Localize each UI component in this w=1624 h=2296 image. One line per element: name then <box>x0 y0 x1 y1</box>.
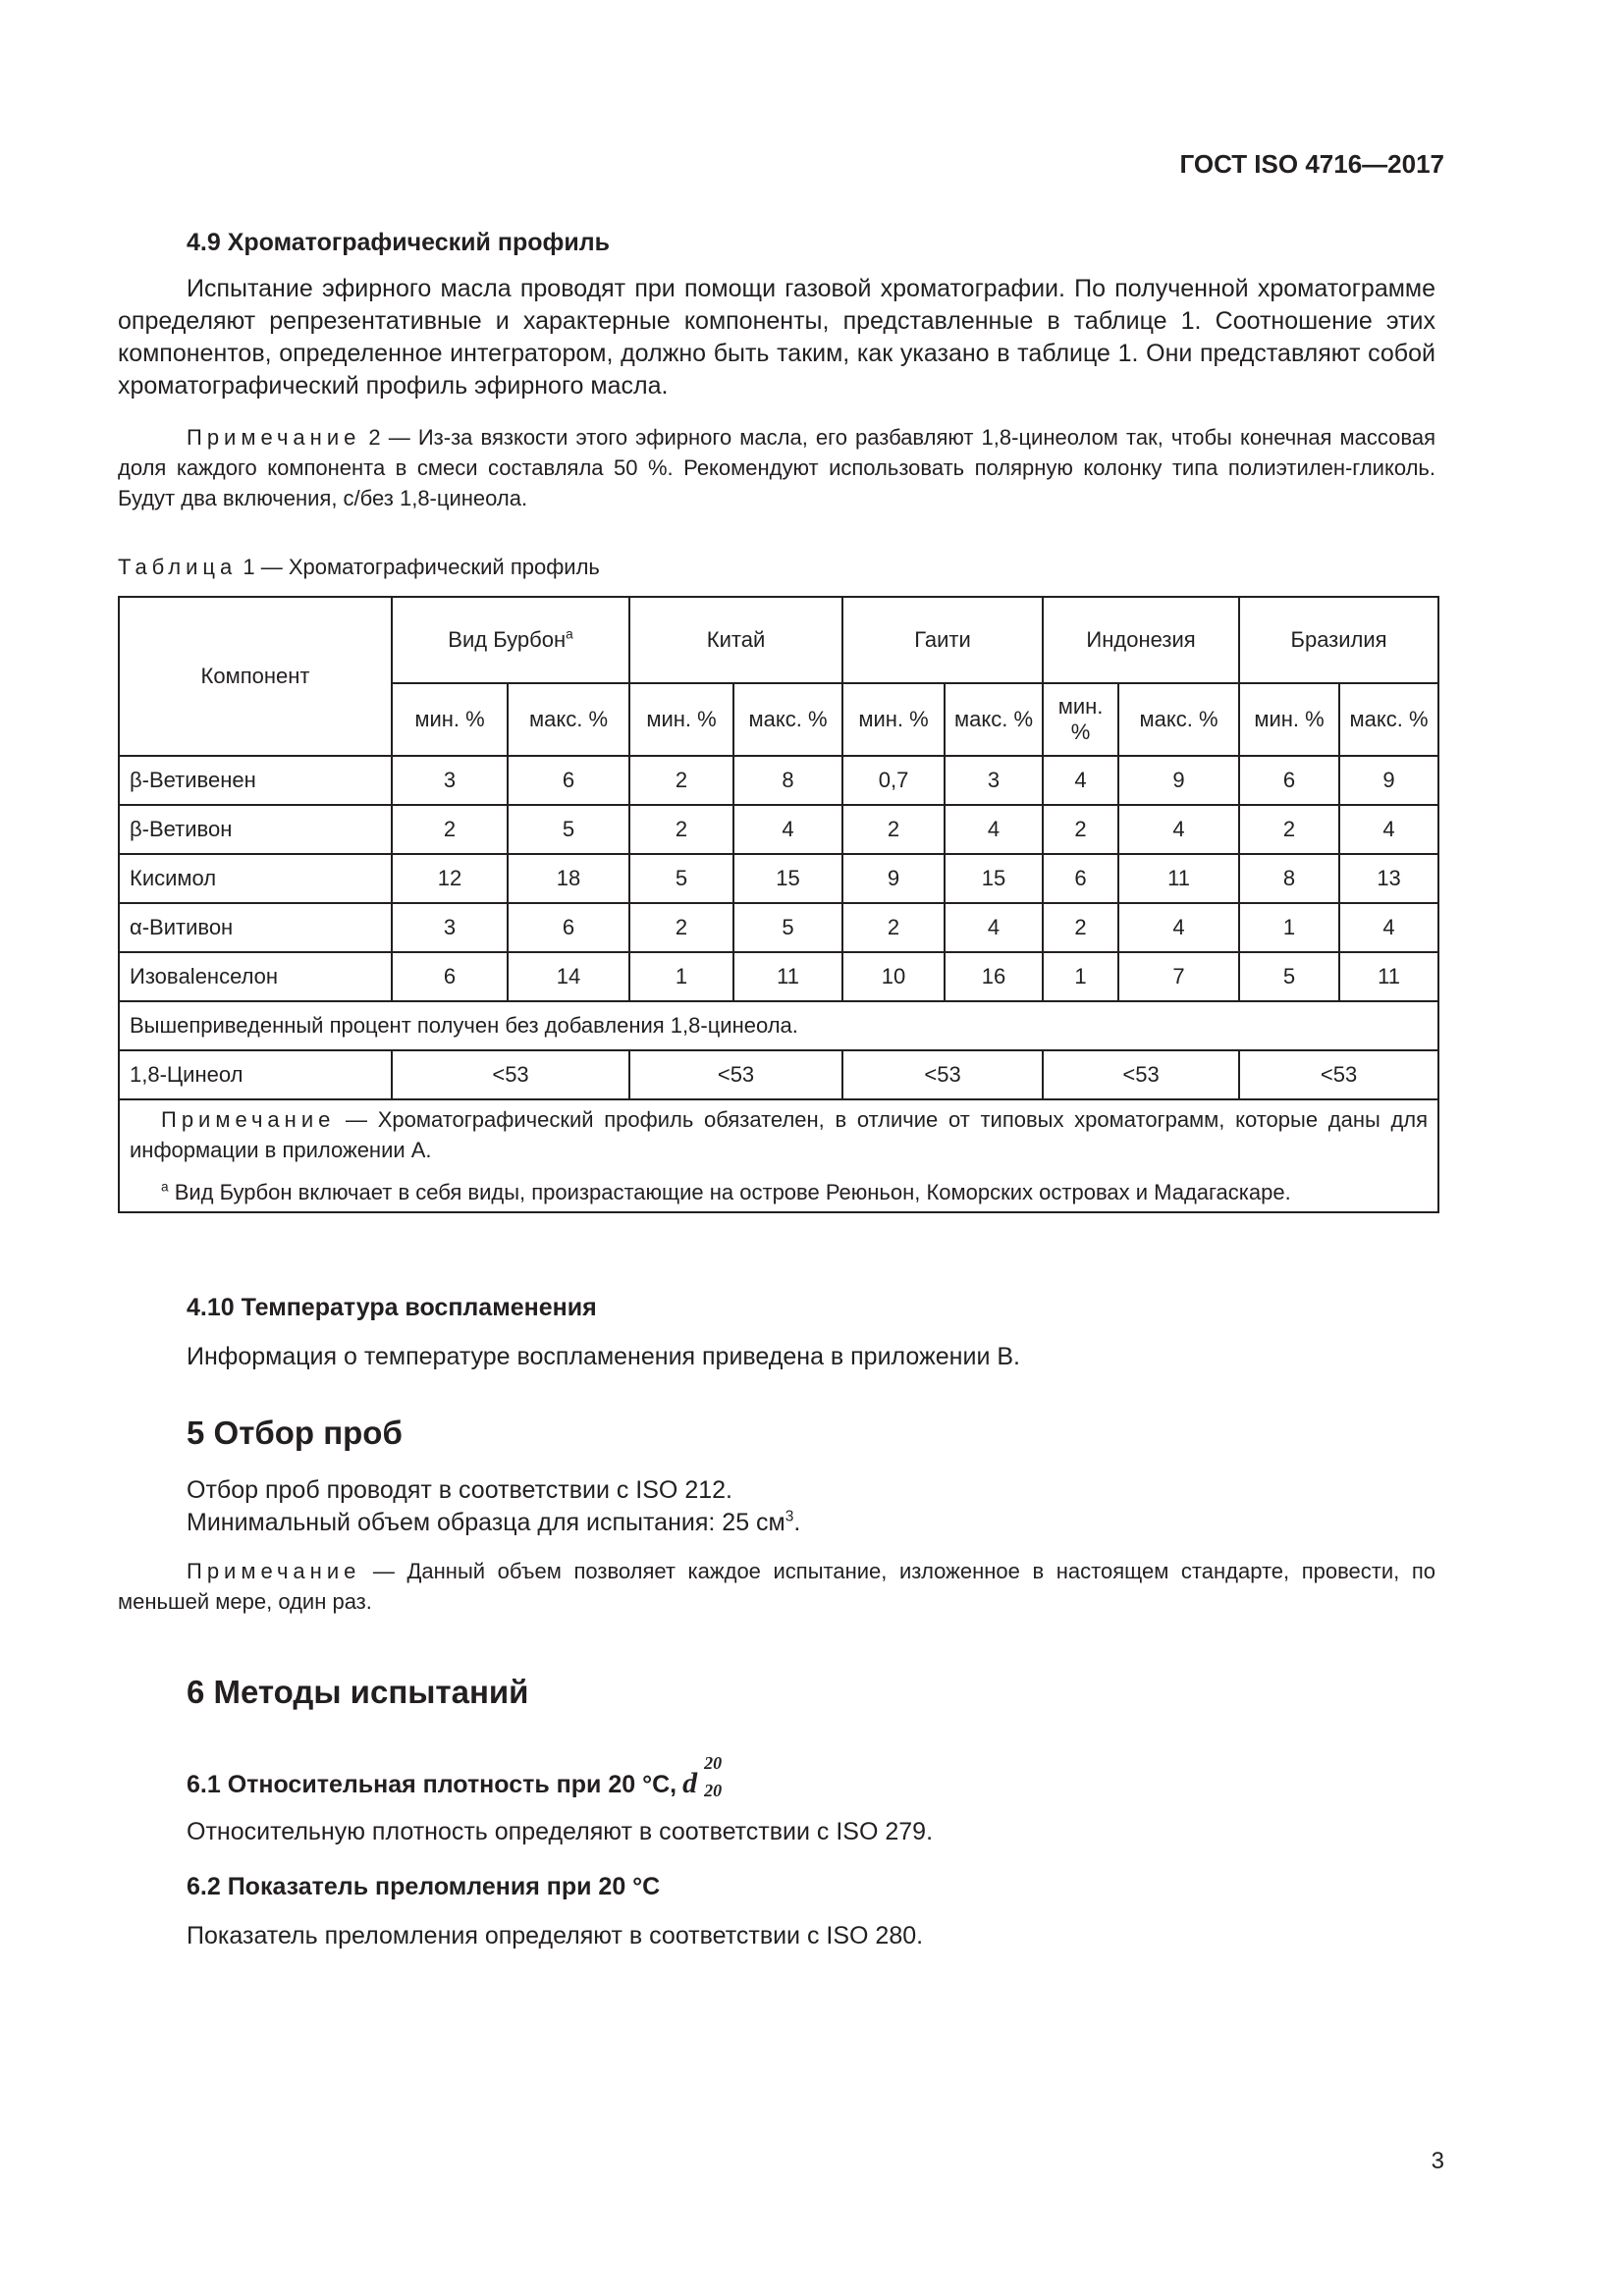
cell-value: 4 <box>945 805 1043 854</box>
note-label: Примечание <box>187 425 361 450</box>
component-name: 1,8-Цинеол <box>119 1050 392 1099</box>
cell-value: 5 <box>629 854 733 903</box>
section-4-9-paragraph: Испытание эфирного масла проводят при помощи газовой хроматографии. По полученной хроматограмме определяют репрезентативные и характерные компоненты, представленные в таблице 1. Соотношение этих компонентов, определенное интегратором, должно быть таким, как указано в таблице 1. Они представляют собой хроматографический профиль эфирного масла. <box>118 275 1435 400</box>
cell-value: 2 <box>392 805 508 854</box>
cell-value: 2 <box>842 805 945 854</box>
cell-value: 11 <box>733 952 842 1001</box>
table-footnotes <box>119 1099 1438 1212</box>
table-row <box>119 903 1438 952</box>
section-6-1-text: Относительную плотность определяют в соответствии с ISO 279. <box>187 1818 934 1845</box>
cell-value: 4 <box>1339 903 1438 952</box>
cell-value: 4 <box>1118 903 1239 952</box>
cell-value: 15 <box>945 854 1043 903</box>
max-header: макс. % <box>1339 683 1438 756</box>
span-note-row <box>119 1001 1438 1050</box>
cell-value: 11 <box>1118 854 1239 903</box>
cell-value: 9 <box>842 854 945 903</box>
min-header: мин. % <box>1043 683 1118 756</box>
cineol-row <box>119 1050 1438 1099</box>
table-footnote-a <box>130 1177 1428 1207</box>
cubic-superscript: 3 <box>785 1508 794 1525</box>
component-name: β-Ветивон <box>119 805 392 854</box>
cell-value: 14 <box>508 952 629 1001</box>
cell-value: 3 <box>392 903 508 952</box>
cell-value: 1 <box>1043 952 1118 1001</box>
document-id: ГОСТ ISO 4716—2017 <box>1179 149 1444 179</box>
table-row <box>119 854 1438 903</box>
cell-value: 1 <box>1239 903 1339 952</box>
component-name: β-Ветивенен <box>119 756 392 805</box>
cell-value: 6 <box>392 952 508 1001</box>
table-caption <box>118 552 600 582</box>
section-6-2-text: Показатель преломления определяют в соответствии с ISO 280. <box>187 1922 924 1949</box>
cell-value: 3 <box>392 756 508 805</box>
cell-value: 11 <box>1339 952 1438 1001</box>
max-header: макс. % <box>508 683 629 756</box>
component-name: α-Витивон <box>119 903 392 952</box>
note-label: Примечание <box>187 1559 361 1583</box>
max-header: макс. % <box>945 683 1043 756</box>
note-text: 2 — Из-за вязкости этого эфирного масла, его разбавляют 1,8-цинеолом так, чтобы конечная массовая доля каждого компонента в смеси составляла 50 %. Рекомендуют использовать полярную колонку типа полиэтилен-гликоль. Будут два включения, с/без 1,8-цинеола. <box>118 425 1435 510</box>
table-row <box>119 952 1438 1001</box>
table-note <box>130 1104 1428 1165</box>
cell-value: 3 <box>945 756 1043 805</box>
min-header: мин. % <box>629 683 733 756</box>
cell-value: 16 <box>945 952 1043 1001</box>
table-caption-text: 1 — Хроматографический профиль <box>237 555 600 579</box>
component-name: Кисимол <box>119 854 392 903</box>
section-6-1-title: 6.1 Относительная плотность при 20 °С, d 20 20 <box>187 1753 723 1800</box>
cell-value: 6 <box>1043 854 1118 903</box>
cell-value: 4 <box>1043 756 1118 805</box>
cell-value: 5 <box>733 903 842 952</box>
region-header: Вид Бурбон$^a$ <box>392 597 629 683</box>
cell-value: 2 <box>629 805 733 854</box>
section-4-10-text: Информация о температуре воспламенения приведена в приложении В. <box>187 1343 1020 1370</box>
region-header: Гаити <box>842 597 1043 683</box>
cell-value: 12 <box>392 854 508 903</box>
cell-value: <53 <box>392 1050 629 1099</box>
cell-value: 2 <box>1043 805 1118 854</box>
cell-value: <53 <box>1043 1050 1239 1099</box>
cell-value: <53 <box>629 1050 842 1099</box>
cell-value: 9 <box>1339 756 1438 805</box>
footnote-mark: a <box>566 626 573 642</box>
footnote-a-mark: a <box>161 1179 169 1195</box>
region-header: Бразилия <box>1239 597 1438 683</box>
cell-value: 2 <box>1043 903 1118 952</box>
cell-value: 6 <box>508 756 629 805</box>
section-5-line-2: Минимальный объем образца для испытания: 25 $см^3$. <box>187 1508 801 1536</box>
note-text: — Данный объем позволяет каждое испытание, изложенное в настоящем стандарте, провести, по меньшей мере, один раз. <box>118 1559 1435 1614</box>
cell-value: 6 <box>1239 756 1339 805</box>
cell-value: 4 <box>1339 805 1438 854</box>
cell-value: 2 <box>842 903 945 952</box>
section-5-title: 5 Отбор проб <box>187 1415 403 1451</box>
cell-value: 15 <box>733 854 842 903</box>
page-number: 3 <box>1431 2148 1444 2174</box>
cell-value: 8 <box>1239 854 1339 903</box>
table-note-label: Примечание <box>161 1107 336 1132</box>
region-header: Индонезия <box>1043 597 1239 683</box>
section-4-9-note <box>118 422 1435 513</box>
cell-value: 4 <box>733 805 842 854</box>
cell-value: 2 <box>1239 805 1339 854</box>
table-note-text: — Хроматографический профиль обязателен, в отличие от типовых хроматограмм, которые даны для информации в приложении А. <box>130 1107 1429 1162</box>
cell-value: 9 <box>1118 756 1239 805</box>
chromatographic-profile-table <box>118 596 1439 1213</box>
header-row-regions <box>119 597 1438 683</box>
cell-value: 6 <box>508 903 629 952</box>
cell-value: 13 <box>1339 854 1438 903</box>
component-header: Компонент <box>119 597 392 756</box>
cell-value: 2 <box>629 756 733 805</box>
min-header: мин. % <box>1239 683 1339 756</box>
cell-value: 0,7 <box>842 756 945 805</box>
cell-value: <53 <box>842 1050 1043 1099</box>
min-header: мин. % <box>842 683 945 756</box>
span-note: Вышеприведенный процент получен без добавления 1,8-цинеола. <box>119 1001 1438 1050</box>
cell-value: 1 <box>629 952 733 1001</box>
cell-value: 10 <box>842 952 945 1001</box>
table-row <box>119 756 1438 805</box>
component-name: Изовalенселон <box>119 952 392 1001</box>
cell-value: 5 <box>508 805 629 854</box>
max-header: макс. % <box>1118 683 1239 756</box>
cell-value: 4 <box>1118 805 1239 854</box>
cell-value: 4 <box>945 903 1043 952</box>
cell-value: <53 <box>1239 1050 1438 1099</box>
cell-value: 7 <box>1118 952 1239 1001</box>
region-header: Китай <box>629 597 842 683</box>
cell-value: 5 <box>1239 952 1339 1001</box>
footnote-a-text: Вид Бурбон включает в себя виды, произрастающие на острове Реюньон, Коморских островах и Мадагаскаре. <box>168 1180 1291 1204</box>
section-5-note <box>118 1556 1435 1617</box>
section-6-2-title: 6.2 Показатель преломления при 20 °С <box>187 1873 661 1900</box>
density-symbol: d 20 20 <box>682 1753 723 1800</box>
table-footnotes-row <box>119 1099 1438 1212</box>
table-caption-label: Таблица <box>118 555 238 579</box>
cell-value: 8 <box>733 756 842 805</box>
table-row <box>119 805 1438 854</box>
max-header: макс. % <box>733 683 842 756</box>
section-6-title: 6 Методы испытаний <box>187 1674 529 1710</box>
section-4-9-title: 4.9 Хроматографический профиль <box>187 229 610 256</box>
cell-value: 2 <box>629 903 733 952</box>
section-4-10-title: 4.10 Температура воспламенения <box>187 1294 597 1321</box>
min-header: мин. % <box>392 683 508 756</box>
cell-value: 18 <box>508 854 629 903</box>
section-5-line-1: Отбор проб проводят в соответствии с ISO 212. <box>187 1476 732 1504</box>
